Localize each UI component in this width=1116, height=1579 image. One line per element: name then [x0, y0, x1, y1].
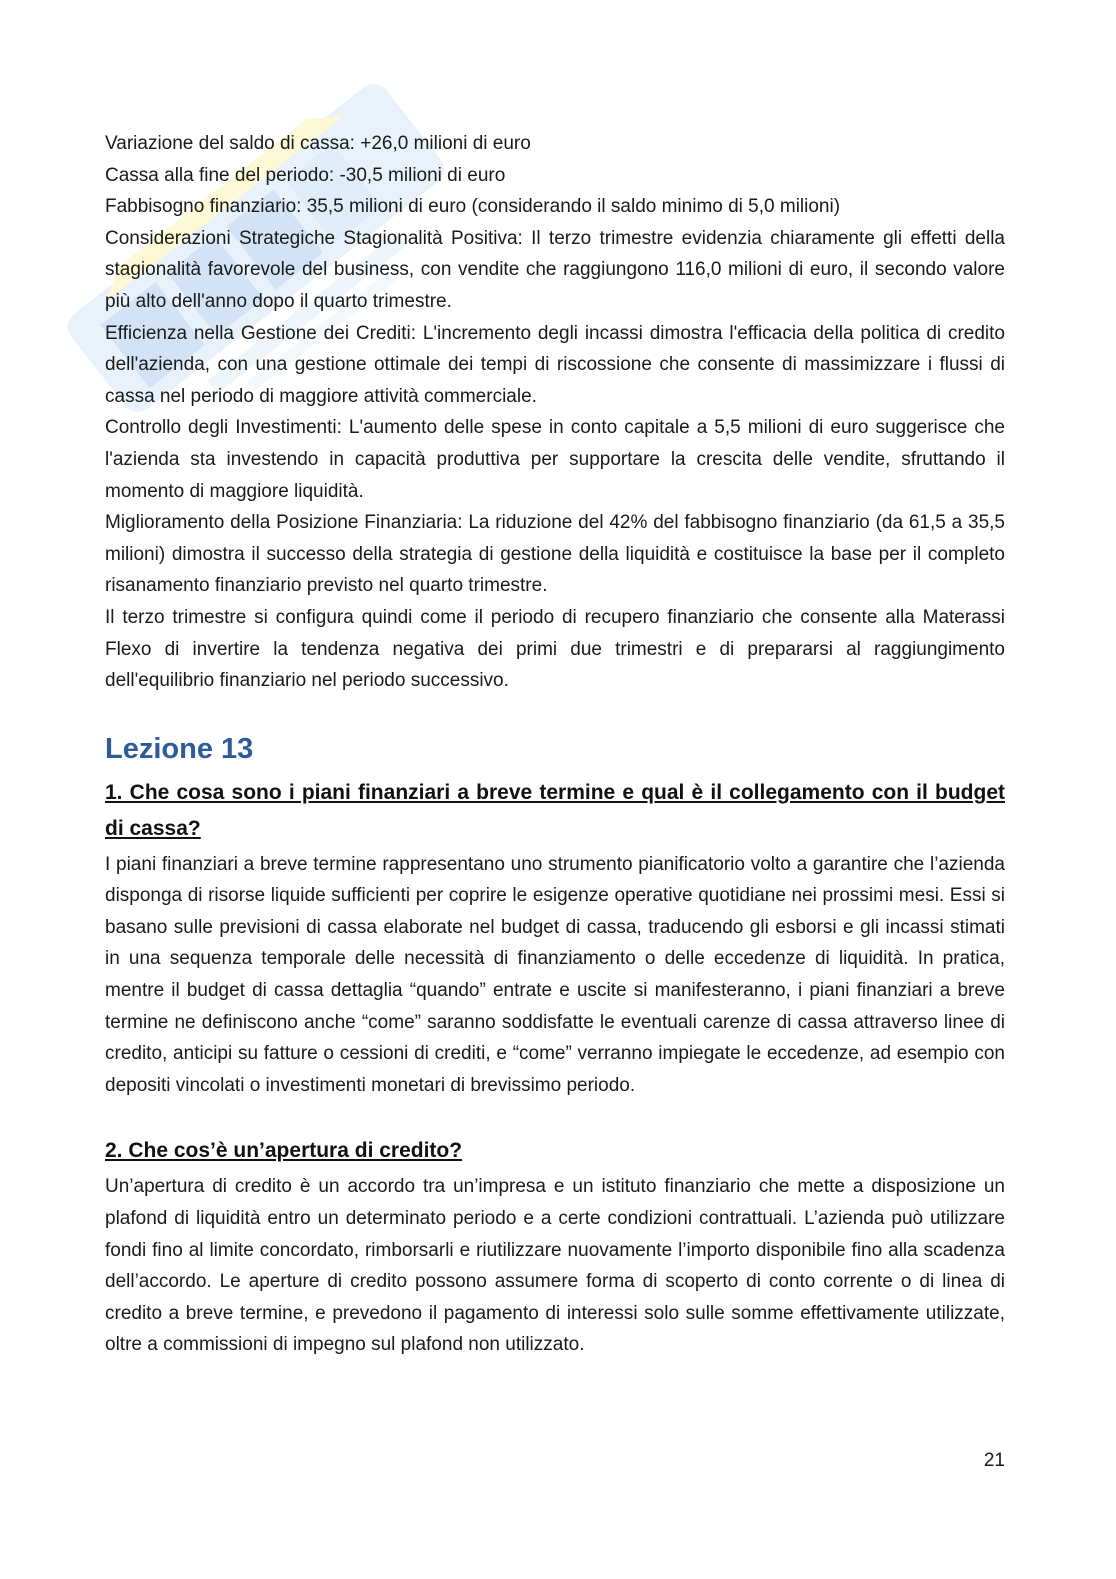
paragraph-considerazioni: Considerazioni Strategiche Stagionalità Positiva: Il terzo trimestre evidenzia chiaramente gli effetti della stagionalità favorevole del business, con vendite che raggiungono 116,0 milioni di euro, il secondo valore più alto dell'anno dopo il quarto trimestre.	[105, 227, 1005, 312]
lesson-title: Lezione 13	[105, 732, 254, 765]
paragraph-conclusione: Il terzo trimestre si configura quindi come il periodo di recupero finanziario che consente alla Materassi Flexo di invertire la tendenza negativa dei primi due trimestri e di prepararsi al raggiungimento dell'equilibrio finanziario nel periodo successivo.	[105, 606, 1005, 692]
question-2-body: Un’apertura di credito è un accordo tra un’impresa e un istituto finanziario che mette a disposizione un plafond di liquidità entro un determinato periodo e a certe condizioni contrattuali. L’azienda può utilizzare fondi fino al limite concordato, rimborsarli e riutilizzare nuovamente l’importo disponibile fino alla scadenza dell’accordo. Le aperture di credito possono assumere forma di scoperto di conto corrente o di linea di credito a breve termine, e prevedono il pagamento di interessi solo sulle somme effettivamente utilizzate, oltre a commissioni di impegno sul plafond non utilizzato.	[105, 1176, 1005, 1356]
question-1-heading: 1. Che cosa sono i piani finanziari a breve termine e qual è il collegamento con il budget di cassa?	[105, 780, 1005, 840]
paragraph-efficienza-crediti: Efficienza nella Gestione dei Crediti: L'incremento degli incassi dimostra l'efficacia della politica di credito dell'azienda, con una gestione ottimale dei tempi di riscossione che consente di massimizzare i flussi di cassa nel periodo di maggiore attività commerciale.	[105, 322, 1005, 407]
question-1-body: I piani finanziari a breve termine rappresentano uno strumento pianificatorio volto a garantire che l’azienda disponga di risorse liquide sufficienti per coprire le esigenze operative quotidiane nei prossimi mesi. Essi si basano sulle previsioni di cassa elaborate nel budget di cassa, traducendo gli esborsi e gli incassi stimati in una sequenza temporale delle necessità di finanziamento o delle eccedenze di liquidità. In pratica, mentre il budget di cassa dettaglia “quando” entrate e uscite si manifesteranno, i piani finanziari a breve termine ne definiscono anche “come” saranno soddisfatte le eventuali carenze di cassa attraverso linee di credito, anticipi su fatture o cessioni di crediti, e “come” verranno impiegate le eccedenze, ad esempio con depositi vincolati o investimenti monetari di brevissimo periodo.	[105, 853, 1005, 1096]
page-number: 21	[983, 1450, 1005, 1471]
paragraph-cassa-fine-periodo: Cassa alla fine del periodo: -30,5 milioni di euro	[105, 164, 506, 186]
paragraph-variazione-saldo: Variazione del saldo di cassa: +26,0 milioni di euro	[105, 133, 531, 154]
question-2-heading: 2. Che cos’è un’apertura di credito?	[105, 1139, 463, 1163]
paragraph-fabbisogno: Fabbisogno finanziario: 35,5 milioni di euro (considerando il saldo minimo di 5,0 milioni)	[105, 196, 841, 218]
paragraph-posizione-finanziaria: Miglioramento della Posizione Finanziaria: La riduzione del 42% del fabbisogno finanziario (da 61,5 a 35,5 milioni) dimostra il successo della strategia di gestione della liquidità e costituisce la base per il completo risanamento finanziario previsto nel quarto trimestre.	[105, 512, 1005, 597]
page-content	[105, 128, 1005, 1361]
paragraph-controllo-investimenti: Controllo degli Investimenti: L'aumento delle spese in conto capitale a 5,5 milioni di euro suggerisce che l'azienda sta investendo in capacità produttiva per supportare la crescita delle vendite, sfruttando il momento di maggiore liquidità.	[105, 417, 1005, 502]
